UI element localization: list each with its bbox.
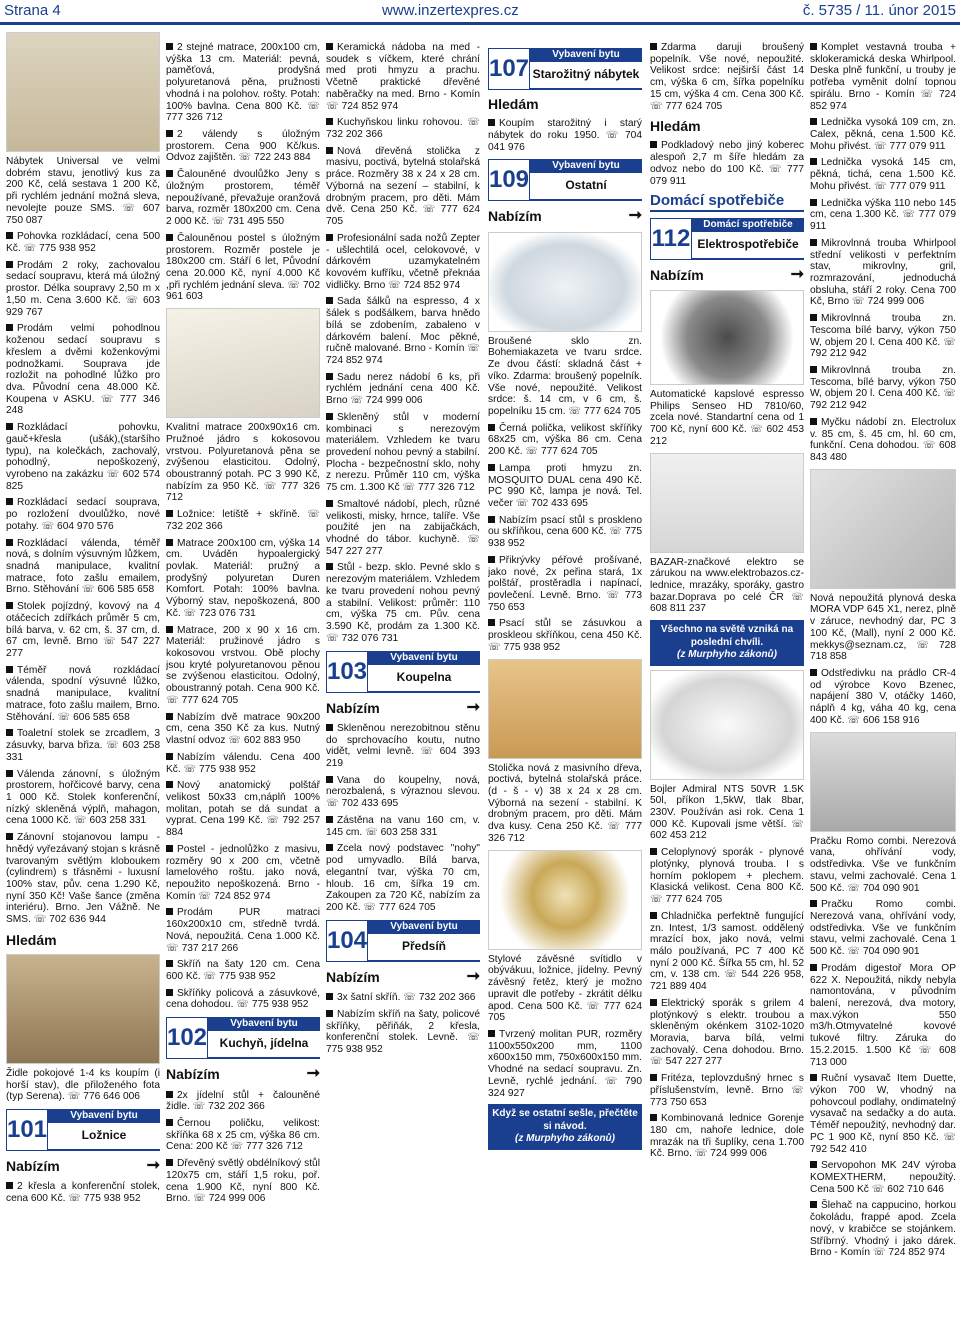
section-hledam: Hledám — [488, 96, 539, 112]
classified-ad: Téměř nová rozkládací válenda, spodní výsuvné lůžko, snadná manipulace, kvalitní matrace, foto zašlu mailem, Brno. Stěhování. ☏ 606 585 658 — [6, 664, 160, 723]
classified-ad: Podkladový nebo jiný koberec alespoň 2,7 m šíře hledám za odvoz nebo do 100 Kč. ☏ 777 079 911 — [650, 140, 804, 187]
site-url[interactable]: www.inzertexpres.cz — [382, 2, 519, 19]
section-header-104 — [326, 920, 480, 962]
classified-ad: Servopohon MK 24V výroba KOMEXTHERM, nepoužitý. Cena 500 Kč ☏ 602 710 646 — [810, 1160, 956, 1195]
section-number: 102 — [166, 1017, 208, 1059]
photo-furniture — [6, 32, 160, 152]
photo-appliances — [650, 453, 804, 553]
classified-ad: Matrace 200x100 cm, výška 14 cm. Uváděn hypoalergický povlak. Materiál: pružný a prodyšný polyuretan Duren Komfort. Potah: 100% bavlna. Výborný stav, nepoškozená, 800 Kč. ☏ 723 076 731 — [166, 537, 320, 619]
section-name: Předsíň — [368, 934, 480, 962]
section-category: Vybavení bytu — [48, 1109, 160, 1123]
ad-caption: Pračku Romo combi. Nerezová vana, ohřívání vody, odstředivka. Vše ve funkčním stavu, velmi zachovalé. Cena 1 500 Kč. ☏ 704 090 901 — [810, 835, 956, 894]
section-category: Vybavení bytu — [530, 159, 642, 173]
classified-ad: Psací stůl se zásuvkou a proskleou skříňkou, cena 450 Kč. ☏ 775 938 952 — [488, 618, 642, 653]
photo-chandelier — [488, 850, 642, 950]
classified-ad: Zcela nový podstavec "nohy" pod umyvadlo. Bílá barva, elegantní tvar, výška 70 cm, hloub. 16 cm, šířka 19 cm. Zakoupen za 720 Kč, nabízím za 200 Kč. ☏ 777 624 705 — [326, 843, 480, 913]
photo-washing-machine — [810, 732, 956, 832]
classified-ad: Rozkládací pohovku, gauč+křesla (ušák),(staršího typu), na kolečkách, zachovalý, pohodlný, nepoškozený, vyrobeno na zakázku ☏ 602 574 825 — [6, 422, 160, 492]
arrow-right-icon: ➞ — [790, 265, 804, 283]
nabizim-label: Nabízím — [488, 208, 542, 225]
column-3 — [326, 42, 480, 1317]
classified-ad: 2 válendy s úložným prostorem. Cena 900 Kč/kus. Odvoz zajištěn. ☏ 722 243 884 — [166, 129, 320, 164]
classified-ad: Kuchyňskou linku rohovou. ☏ 732 202 366 — [326, 117, 480, 141]
ad-caption: Bojler Admiral NTS 50VR 1.5K 50l, příkon 1,5kW, tlak 8bar, 230V. Používán asi rok. Cena 1 000 Kč. Kupovali jsme větší. ☏ 602 453 212 — [650, 783, 804, 842]
ad-caption: Nová nepoužitá plynová deska MORA VDP 645 X1, nerez, plně v záruce, nevhodný dar, PC 3 100 Kč, (Mall), nyní 2 000 Kč. mekkys@seznam.cz, ☏ 728 718 858 — [810, 592, 956, 663]
classified-ad: Koupím starožitný i starý nábytek do roku 1950. ☏ 704 041 976 — [488, 118, 642, 153]
classified-ad: Zdarma daruji broušený popelník. Vše nové, nepoužité. Velikost srdce: nejširší část 14 cm, výška 6 cm, šířka popelníku 15 cm, výška 4 cm. Cena 300 Kč. ☏ 777 624 705 — [650, 42, 804, 112]
classified-ad: Myčku nádobí zn. Electrolux v. 85 cm, š. 45 cm, hl. 60 cm, funkční. Cena dohodou. ☏ 608 843 480 — [810, 416, 956, 463]
section-nabizim — [166, 1065, 320, 1083]
section-number: 104 — [326, 920, 368, 962]
classified-ad: Přikrývky péřové prošívané, jako nové, 2x peřina stará, 1x polštář, prostěradla i napínací, povlečení. Levně. Brno. ☏ 773 750 653 — [488, 554, 642, 613]
section-header-102 — [166, 1017, 320, 1059]
quote-source: (z Murphyho zákonů) — [515, 1133, 615, 1145]
section-hledam: Hledám — [6, 931, 57, 948]
section-name: Kuchyň, jídelna — [208, 1031, 320, 1059]
classified-ad: Mikrovlnná trouba zn. Tescoma, bílé barvy, výkon 750 W, objem 20 l. Cena 400 Kč. ☏ 792 212 942 — [810, 364, 956, 412]
column-6 — [810, 42, 956, 1317]
classified-ad: Tvrzený molitan PUR, rozměry 1100x550x200 mm, 1100 x600x150 mm, 750x600x150 mm. Vhodné na sedací soupravu. Zn. Levně, rychlé jednání. ☏ 790 324 927 — [488, 1028, 642, 1099]
classified-ad: Skleněný stůl v moderní kombinaci s nerezovým materiálem. Vzhledem ke tvaru provedení nohou pevný a stabilní. Plocha - bezpečnostní sklo, nohy z nerezu. Průměr 110 cm, výška 75 cm. 1.300 Kč ☏ 777 326 712 — [326, 411, 480, 494]
classified-ad: Prodám PUR matraci 160x200x10 cm, středně tvrdá. Nová, nepoužitá. Cena 1.000 Kč. ☏ 737 217 266 — [166, 907, 320, 954]
page-header — [0, 0, 960, 24]
nabizim-label: Nabízím — [6, 1158, 60, 1175]
classified-ad: Toaletní stolek se zrcadlem, 3 zásuvky, barva břiza. ☏ 603 258 331 — [6, 728, 160, 763]
classified-ad: Postel - jednolůžko z masivu, rozměry 90 x 200 cm, včetně lamelového roštu. jako nová, nepoužito nepoškozená. Brno - Komín ☏ 724 852 974 — [166, 843, 320, 902]
classified-ad: Kombinovaná lednice Gorenje 180 cm, nahoře lednice, dole mrazák na tři šuplíky, cena 1.700 Kč. Brno. ☏ 724 999 006 — [650, 1113, 804, 1160]
classified-ad: 2 stejné matrace, 200x100 cm, výška 13 cm. Materiál: pevná, paměťová, prodyšná polyuretanová pěna, pružnosti vhodná i na polohov. rošty. Potah: 100% bavlna. Cena 800 Kč. ☏ 777 326 712 — [166, 42, 320, 124]
classified-ad: Lednička výška 110 nebo 145 cm, cena 1.300 Kč. ☏ 777 079 911 — [810, 197, 956, 233]
classified-ad: Černou poličku, velikost: skříňka 68 x 25 cm, výška 86 cm. Cena: 200 Kč ☏ 777 326 712 — [166, 1117, 320, 1153]
classified-ad: Keramická nádoba na med - soudek s víčkem, které chrání med proti hmyzu a prachu. Včetně praktické dřevěné naběračky na med. Brno - Komín ☏ 724 852 974 — [326, 42, 480, 112]
section-name: Starožitný nábytek — [530, 62, 642, 90]
arrow-right-icon: ➞ — [466, 967, 480, 985]
column-4 — [488, 42, 642, 1317]
quote-source: (z Murphyho zákonů) — [677, 649, 777, 661]
section-name: Elektrospotřebiče — [692, 232, 804, 260]
arrow-right-icon: ➞ — [306, 1065, 320, 1083]
classified-ad: 2x jídelní stůl + čalouněné židle. ☏ 732 202 366 — [166, 1089, 320, 1113]
classified-ad: Vana do koupelny, nová, nerozbalená, s výraznou slevou. ☏ 702 433 695 — [326, 774, 480, 810]
section-nabizim — [488, 207, 642, 225]
ad-caption: Stolička nová z masivního dřeva, poctivá, bytelná stolařská práce. (d - š - v) 38 x 24 x 28 cm. Výborná na sezení - stabilní. K drobným pracem, pro děti. Mám dva kusy. Cena 250 Kč. ☏ 777 326 712 — [488, 762, 642, 844]
classified-ad: Ruční vysavač Item Duette, výkon 700 W, vhodný na pohovcoul podlahy, ondimatelný vysavač na sedačky a do auta. Téměř nepoužitý, nevhodný dar. PC 1 900 Kč, nyní 850 Kč. ☏ 792 542 410 — [810, 1073, 956, 1155]
classified-ad: Šlehač na cappucino, horkou čokoládu, frappé apod. Zcela nový, v krabičce se stojánkem. Stříbrný. Vhodný i jako dárek. Brno - Komín ☏ 724 852 974 — [810, 1200, 956, 1259]
section-header-112 — [650, 218, 804, 260]
classified-ad: Zástěna na vanu 160 cm, v. 145 cm. ☏ 603 258 331 — [326, 814, 480, 838]
photo-boiler — [650, 670, 804, 780]
section-name: Ložnice — [48, 1123, 160, 1151]
classified-ad: Stolek pojízdný, kovový na 4 otáčecích zdířkách průměr 5 cm, bílá barva, v. 62 cm, š. 37 cm, d. 67 cm, levně. Brno ☏ 547 227 277 — [6, 601, 160, 660]
classified-ad: 3x šatní skříň. ☏ 732 202 366 — [326, 992, 480, 1004]
column-2 — [166, 42, 320, 1317]
classified-ad: Smaltové nádobí, plech, různé velikosti, misky, hrnce, talíře. Vše použité jen na zabijačkách, vhodné do tábor. kuchyně. ☏ 547 227 277 — [326, 498, 480, 557]
classified-ad: Rozkládací sedací souprava, po rozložení dvoulůžko, nové potahy. ☏ 604 970 576 — [6, 497, 160, 532]
classified-ad: Rozkládací válenda, téměř nová, s dolním výsuvným lůžkem, snadná manipulace, kvalitní matrace, foto zašlu emailem, Brno. Stěhování ☏ 606 585 658 — [6, 537, 160, 596]
classified-ad: Prodám velmi pohodlnou koženou sedací soupravu s křeslem a dvěmi koženkovými podnožkami. Souprava jde rozložit na pohodlné lůžko pro dva. Původní cena 48.000 Kč. Koupena v ASKU. ☏ 777 346 248 — [6, 323, 160, 417]
classified-ad: Stůl - bezp. sklo. Pevné sklo s nerezovým materiálem. Vzhledem ke tvaru provedení nohou pevný a stabilní. Velikost: průměr: 110 cm, výška 75 cm. Pův. cena 3.590 Kč, prodám za 1.300 Kč. ☏ 732 076 731 — [326, 562, 480, 644]
section-number: 103 — [326, 651, 368, 693]
arrow-right-icon: ➞ — [628, 207, 642, 225]
classified-ad: Lednička vysoká 109 cm, zn. Calex, pěkná, cena 1.500 Kč. Mohu přivést. ☏ 777 079 911 — [810, 117, 956, 152]
arrow-right-icon: ➞ — [146, 1157, 160, 1175]
ad-caption: Kvalitní matrace 200x90x16 cm. Pružnoé jádro s kokosovou vrstvou. Polyuretanová pěna se zvýšenou elasticitou. Odolný, oboustranný potah. PC 3 990 Kč, nabízím za 950 Kč. ☏ 777 326 712 — [166, 422, 320, 504]
nabizim-label: Nabízím — [650, 266, 704, 283]
classified-ad: Skříň na šaty 120 cm. Cena 600 Kč. ☏ 775 938 952 — [166, 959, 320, 982]
section-header-101 — [6, 1109, 160, 1151]
ad-caption: Automatické kapslové espresso Philips Senseo HD 7810/60, zcela nové. Standartní cena od 1 700 Kč, nyní 600 Kč. ☏ 602 453 212 — [650, 388, 804, 447]
ad-caption: Židle pokojové 1-4 ks koupím (i horší stav), dle přiloženého fota (typ Serena). ☏ 776 646 006 — [6, 1067, 160, 1103]
nabizim-label: Nabízím — [166, 1066, 220, 1083]
classified-ad: Nabízím dvě matrace 90x200 cm, cena 350 Kč za kus. Nutný vlastní odvoz ☏ 602 883 950 — [166, 711, 320, 747]
section-category: Domácí spotřebiče — [692, 218, 804, 232]
quote-text: Když se ostatní sešle, přečtěte si návod. — [492, 1108, 638, 1132]
issue-date: č. 5735 / 11. únor 2015 — [802, 2, 956, 19]
photo-mattress — [166, 308, 320, 418]
quote-text: Všechno na světě vzniká na poslední chvíli. — [660, 624, 794, 648]
classified-ad: Ložnice: letiště + skříně. ☏ 732 202 366 — [166, 509, 320, 532]
ad-caption: Stylové závěsné svítidlo v obývákuu, ložnice, jídelny. Pevný závěsný řetěz, který je možno upravit dle potřeby - zkrátit délku apod. Cena 500 Kč. ☏ 777 624 705 — [488, 953, 642, 1024]
page-number: Strana 4 — [4, 2, 61, 19]
classified-ad: Prodám 2 roky, zachovalou sedací soupravu, která má úložný prostor. Délka soupravy 2,50 m x 1,50 m. Cena 3.600 Kč. ☏ 603 929 767 — [6, 259, 160, 318]
ad-caption: BAZAR-značkové elektro se zárukou na www.elektrobazos.cz-lednice, mrazáky, sporáky, gastro bazar.Doprava po celé ČR ☏ 608 811 237 — [650, 556, 804, 615]
classified-ad: Nová dřevěná stolička z masivu, poctivá, bytelná stolařská práce. Rozměry 38 x 24 x 28 cm. Výborná na sezení – stabilní, k drobným pracem, pro děti. Mám dvě. Cena 250 Kč. ☏ 777 624 705 — [326, 145, 480, 228]
section-number: 112 — [650, 218, 692, 260]
classified-ad: Sadu nerez nádobí 6 ks, při rychlém jednání cena 400 Kč. Brno ☏ 724 999 006 — [326, 371, 480, 407]
section-nabizim — [650, 266, 804, 284]
section-category: Vybavení bytu — [368, 920, 480, 934]
classified-ad: Nabízím skříň na šaty, policové skříňky, pěřiňák, 2 křesla, konferenční stolek. Levně. ☏ 775 938 952 — [326, 1008, 480, 1055]
section-header-103 — [326, 651, 480, 693]
classified-ad: Nabízím válendu. Cena 400 Kč. ☏ 775 938 952 — [166, 751, 320, 775]
classified-ad: Válenda zánovní, s úložným prostorem, hořčicové barvy, cena 1 000 Kč. Stolek konferenční, nízký skleněná výplň, mahagon, cena 1000 Kč. ☏ 603 258 331 — [6, 768, 160, 827]
classified-ad: Čalouněnou postel s úložným prostorem. Rozměr postele je 180x200 cm. Stáří 6 let, Původní cena 20.000 Kč, nyní 4.000 Kč ,při rychlém jednání sleva. ☏ 702 961 603 — [166, 232, 320, 303]
section-hledam: Hledám — [650, 118, 701, 135]
classified-ad: Zánovní stojanovou lampu - hnědý vyřezávaný stojan s krásně tvarovaným světlým kloboukem (cylindrem) s třásněmi - luxusní 100% stav, pův. cena 1.290 Kč, nyní 350 Kč! Vaše šance (změna interiéru). Brno. Jen Vážně. Ne SMS. ☏ 702 636 944 — [6, 832, 160, 926]
category-heading: Domácí spotřebiče — [650, 192, 804, 211]
classified-ad: Chladnička perfektně fungující zn. Intest, 1/3 samost. oddělený mrazící box, jako nová, velmi málo používaná, PC 7 400 Kč nyní 2 000 Kč. Šířka 55 cm, hl. 52 cm, v. 138 cm. ☏ 544 226 958, 721 889 404 — [650, 910, 804, 993]
classified-ad: Fritéza, teplovzdušný hrnec s příslušenstvím, levně. Brno ☏ 773 750 653 — [650, 1073, 804, 1108]
classified-ad: Skříňky policová a zásuvkové, cena dohodou. ☏ 775 938 952 — [166, 987, 320, 1011]
classified-ad: Mikrovlnná trouba zn. Tescoma bílé barvy, výkon 750 W, objem 20 l. Cena 400 Kč. ☏ 792 212 942 — [810, 313, 956, 360]
section-category: Vybavení bytu — [530, 48, 642, 62]
section-category: Vybavení bytu — [368, 651, 480, 665]
classified-ad: Matrace, 200 x 90 x 16 cm. Materiál: pružinové jádro s kokosovou vrstvou. Obě plochy jsou kryté polyuretanovou pěnou se zvýšenou elasticitou. Odolný, oboustranný potah. Cena 900 Kč. ☏ 777 624 705 — [166, 624, 320, 706]
classified-ad: Pračku Romo combi. Nerezová vana, ohřívání vody, odstředivka. Vše ve funkčním stavu, velmi zachovalé. Cena 1 500 Kč. ☏ 704 090 901 — [810, 899, 956, 958]
nabizim-label: Nabízím — [326, 968, 380, 985]
ad-caption: Nábytek Universal ve velmi dobrém stavu, jenotlivý kus za 200 Kč, celá sestava 1 200 Kč, při rychlém jednání možná sleva, nevolejte pouze SMS. ☏ 607 750 087 — [6, 156, 160, 226]
classified-ad: Čalouněné dvoulůžko Jeny s úložným prostorem, téměř nepoužívané, převažuje oranžová barva, rozměr 180x200 cm. Cena 2 000 Kč. ☏ 731 495 550 — [166, 169, 320, 228]
classified-ad: Elektrický sporák s grilem 4 plotýnkový s elektr. troubou a skleněným okénkem 3102-1020 Moravia, barva bílá, velmi zachovalý. Cena dohodou. Brno. ☏ 547 227 277 — [650, 997, 804, 1068]
classified-ad: Celoplynový sporák - plynové plotýnky, plynová trouba. I s horním poklopem + plechem. Klasická velikost. Cena 800 Kč. ☏ 777 624 705 — [650, 847, 804, 906]
header-rule — [0, 22, 960, 25]
classified-ad: Nabízím psací stůl s proskleno ou skříňkou, cena 600 Kč. ☏ 775 938 952 — [488, 514, 642, 550]
column-5 — [650, 42, 804, 1317]
section-number: 107 — [488, 48, 530, 90]
classified-ad: Mikrovlnná trouba Whirlpool střední velikosti v perfektním stav, mikrovlny, gril, rozmrazování, jednoduchá obsluha, stáří 2 roky. Cena 700 Kč, Brno ☏ 724 999 006 — [810, 237, 956, 308]
classified-ad: Odstředivku na prádlo CR-4 od výrobce Kovo Bzenec, napájení 380 V, otáčky 1460, náplň 4 kg, váha 40 kg, cena 400 Kč. ☏ 606 158 916 — [810, 668, 956, 726]
section-name: Koupelna — [368, 665, 480, 693]
murphy-quote — [488, 1104, 642, 1150]
section-category: Vybavení bytu — [208, 1017, 320, 1031]
classified-ad: Prodám digestoř Mora OP 622 X. Nepoužitá, nikdy nebyla namontována, v původním balení, nerezová, dva motory, max.výkon 550 m3/h.Otmyvatelné kovové tukové filtry. Záruka do 15.2.2015. 1.500 Kč ☏ 608 713 000 — [810, 962, 956, 1068]
section-name: Ostatní — [530, 173, 642, 201]
classified-ad: Nový anatomický polštář velikost 50x33 cm,náplň 100% molitan, potah se dá sundat a vyprat. Cena 199 Kč. ☏ 792 257 884 — [166, 780, 320, 839]
classified-ad: Pohovka rozkládací, cena 500 Kč. ☏ 775 938 952 — [6, 231, 160, 255]
nabizim-label: Nabízím — [326, 699, 380, 716]
classified-ad: Lednička vysoká 145 cm, pěkná, tichá, cena 1.500 Kč. Mohu přivést. ☏ 777 079 911 — [810, 157, 956, 192]
classified-ad: Komplet vestavná trouba + sklokeramická deska Whirlpool. Deska plně funkční, u trouby je potřeba vyměnit dolní topnou spirálu. Brno - Komín ☏ 724 852 974 — [810, 42, 956, 112]
section-number: 109 — [488, 159, 530, 201]
classified-ad: Dřevěný světlý obdélníkový stůl 120x75 cm, stáří 1,5 roku, poř. cena 1.900 Kč, nyní 800 Kč. Brno. ☏ 724 999 006 — [166, 1158, 320, 1205]
photo-chair — [6, 954, 160, 1064]
column-1 — [6, 28, 160, 1317]
classified-ad: Lampa proti hmyzu zn. MOSQUITO DUAL cena 490 Kč. PC 990 Kč, lampa je nová. Tel. večer ☏ 702 433 695 — [488, 462, 642, 509]
section-header-107 — [488, 48, 642, 90]
photo-coffee-machine — [650, 290, 804, 385]
section-number: 101 — [6, 1109, 48, 1151]
classified-ad: 2 křesla a konferenční stolek, cena 600 Kč. ☏ 775 938 952 — [6, 1181, 160, 1205]
photo-glass-heart — [488, 232, 642, 332]
photo-gas-hob — [810, 469, 956, 589]
classified-ad: Skleněnou nerezobitnou stěnu do sprchovacího koutu, nutno vidět, velmi levně. ☏ 604 393 219 — [326, 722, 480, 770]
ad-caption: Broušené sklo zn. Bohemiakazeta ve tvaru srdce. Ze dvou částí: skladná část + víko. Zdarma: broušený popelník. Vše nové, nepoužité. Velikost srdce: š. 14 cm, v 6 cm, š. popelníku 15 cm. ☏ 777 624 705 — [488, 335, 642, 417]
classified-ad: Profesionální sada nožů Zepter - ušlechtilá ocel, celokovové, v dárkovém uzamykatelném kovovém kufříku, včetně překnáa vidličky. Brno ☏ 724 852 974 — [326, 232, 480, 291]
classified-ad: Sada šálků na espresso, 4 x šálek s podšálkem, barva hnědo bílá se zdobením, zabaleno v dárkovém balení. Moc pěkné, ručně malované. Brno - Komín ☏ 724 852 974 — [326, 296, 480, 366]
section-nabizim — [6, 1157, 160, 1175]
photo-stool — [488, 659, 642, 759]
section-header-109 — [488, 159, 642, 201]
classified-ad: Černá polička, velikost skříňky 68x25 cm, výška 86 cm. Cena 200 Kč. ☏ 777 624 705 — [488, 422, 642, 458]
section-nabizim — [326, 699, 480, 717]
section-nabizim — [326, 968, 480, 986]
arrow-right-icon: ➞ — [466, 698, 480, 716]
murphy-quote — [650, 620, 804, 666]
